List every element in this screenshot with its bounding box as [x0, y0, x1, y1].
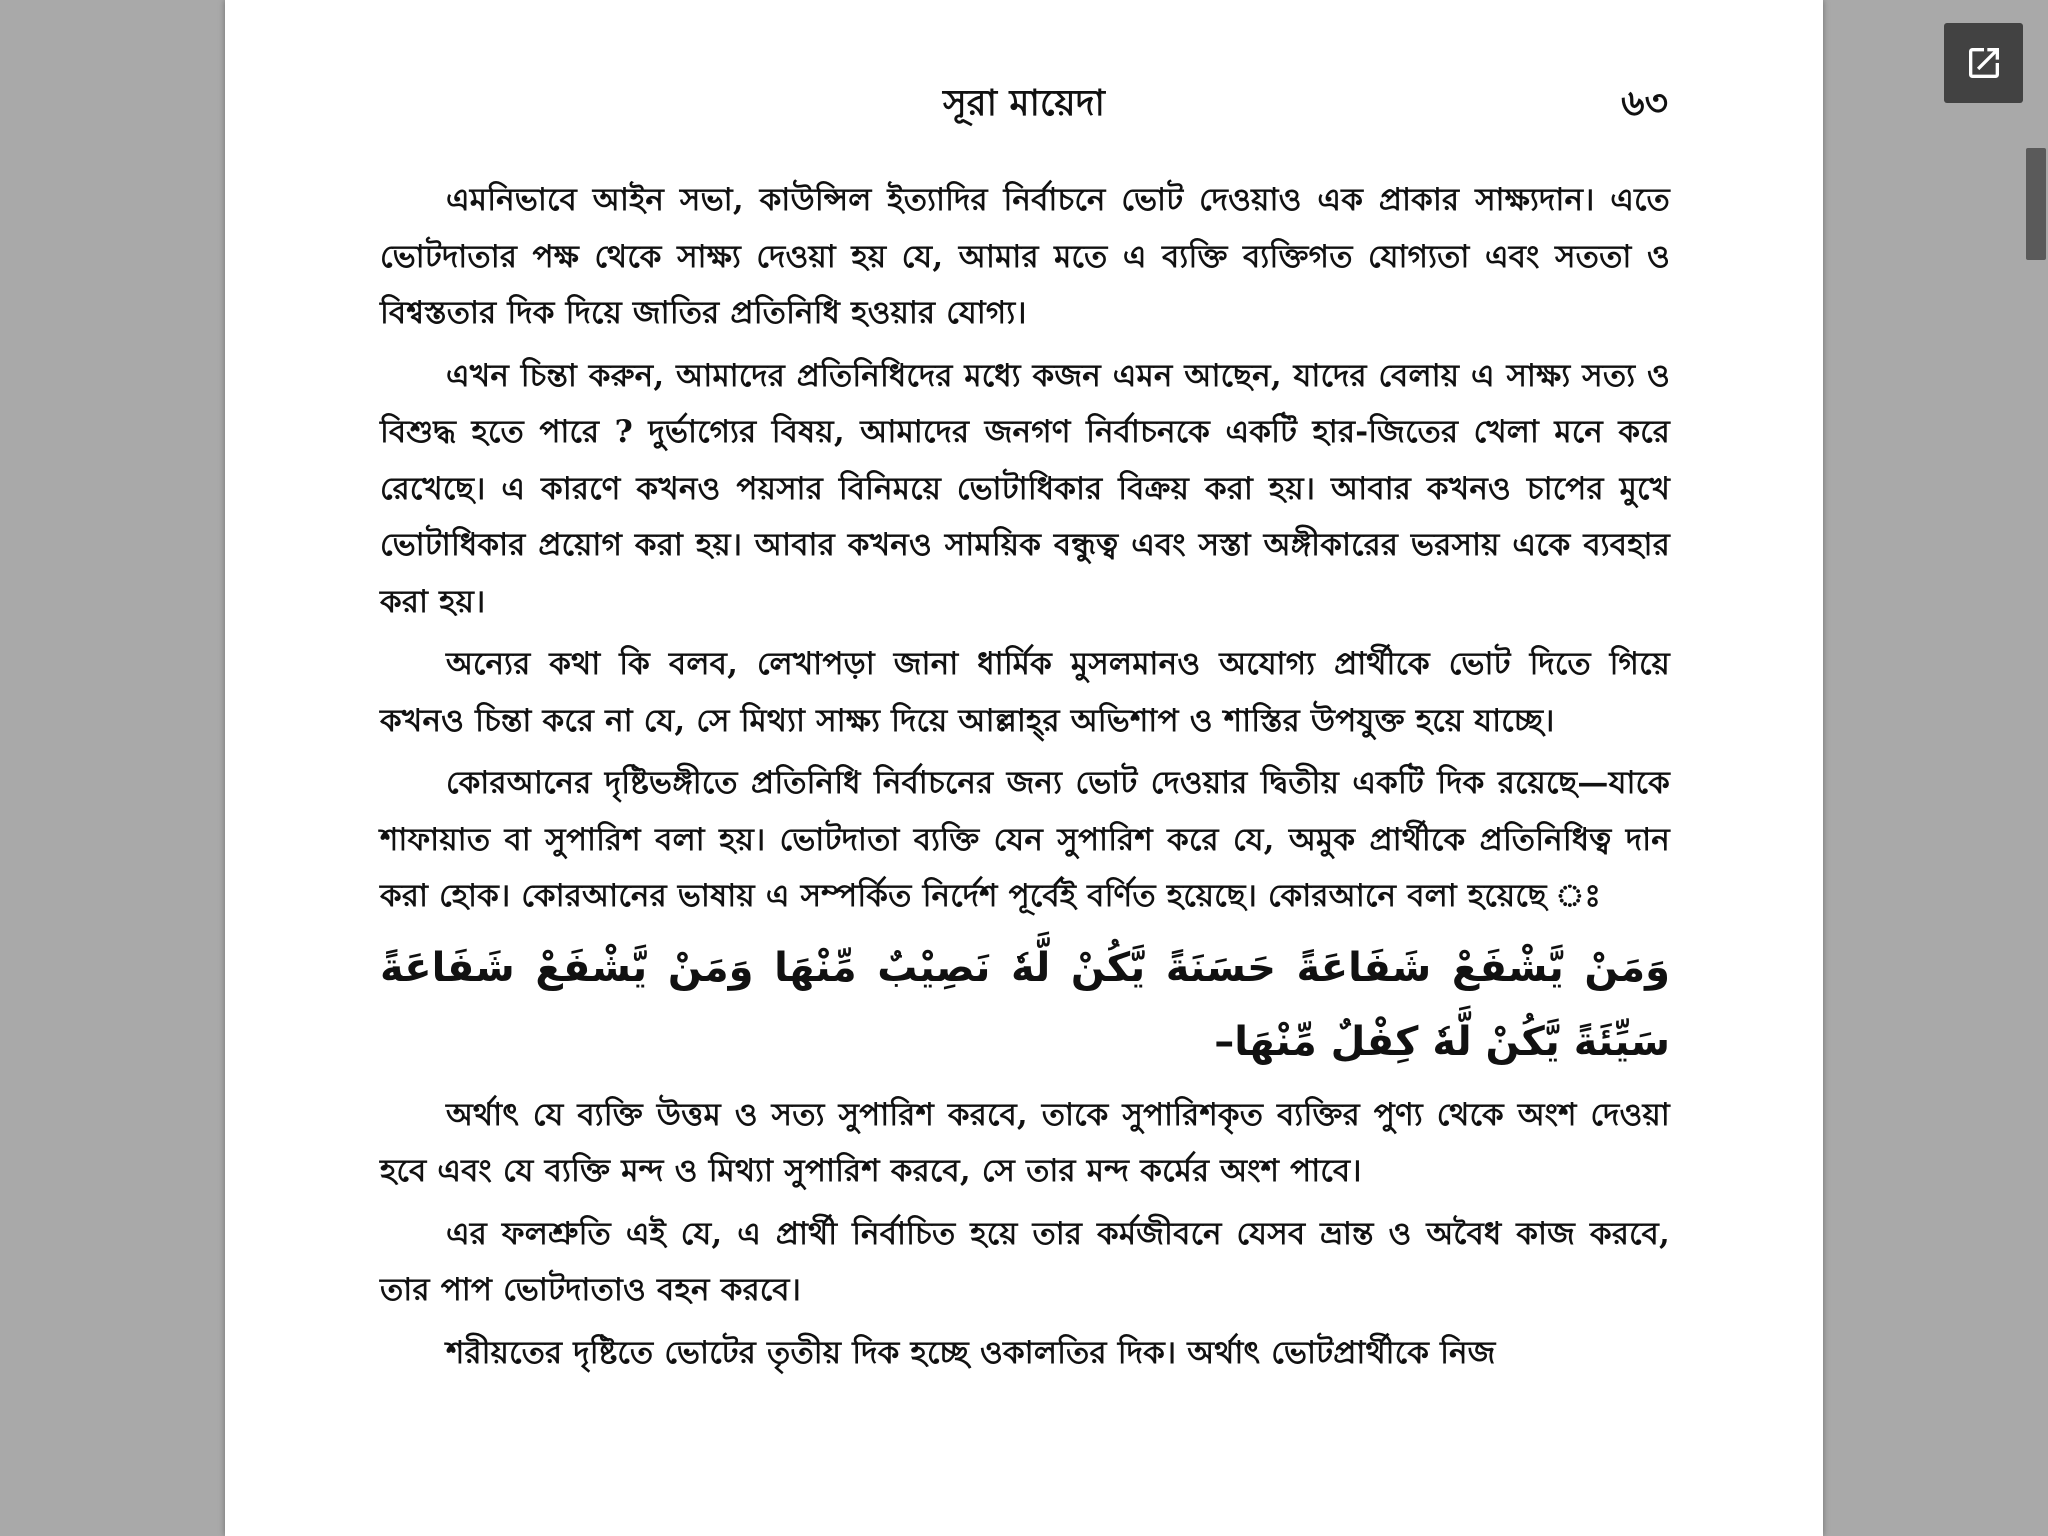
scrollbar[interactable]	[2024, 0, 2048, 1536]
paragraph: কোরআনের দৃষ্টিভঙ্গীতে প্রতিনিধি নির্বাচনের জন্য ভোট দেওয়ার দ্বিতীয় একটি দিক রয়েছে—যাকে শাফায়াত বা সুপারিশ বলা হয়। ভোটদাতা ব্যক্তি যেন সুপারিশ করে যে, অমুক প্রার্থীকে প্রতিনিধিত্ব দান করা হোক। কোরআনের ভাষায় এ সম্পর্কিত নির্দেশ পূর্বেই বর্ণিত হয়েছে। কোরআনে বলা হয়েছে ঃ	[380, 765, 1670, 914]
page-header	[225, 78, 1823, 138]
page-body	[380, 172, 1670, 1387]
paragraph: শরীয়তের দৃষ্টিতে ভোটের তৃতীয় দিক হচ্ছে ওকালতির দিক। অর্থাৎ ভোটপ্রার্থীকে নিজ	[446, 1334, 1496, 1371]
document-page	[225, 0, 1823, 1536]
paragraph: এর ফলশ্রুতি এই যে, এ প্রার্থী নির্বাচিত হয়ে তার কর্মজীবনে যেসব ভ্রান্ত ও অবৈধ কাজ করবে, তার পাপ ভোটদাতাও বহন করবে।	[380, 1215, 1670, 1308]
open-external-icon	[1964, 43, 2004, 83]
open-external-button[interactable]	[1944, 23, 2023, 103]
running-title: সূরা মায়েদা	[942, 82, 1105, 124]
paragraph: অন্যের কথা কি বলব, লেখাপড়া জানা ধার্মিক মুসলমানও অযোগ্য প্রার্থীকে ভোট দিতে গিয়ে কখনও চিন্তা করে না যে, সে মিথ্যা সাক্ষ্য দিয়ে আল্লাহ্‌র অভিশাপ ও শাস্তির উপযুক্ত হয়ে যাচ্ছে।	[380, 646, 1670, 739]
paragraph: অর্থাৎ যে ব্যক্তি উত্তম ও সত্য সুপারিশ করবে, তাকে সুপারিশকৃত ব্যক্তির পুণ্য থেকে অংশ দেওয়া হবে এবং যে ব্যক্তি মন্দ ও মিথ্যা সুপারিশ করবে, সে তার মন্দ কর্মের অংশ পাবে।	[380, 1096, 1670, 1189]
paragraph: এমনিভাবে আইন সভা, কাউন্সিল ইত্যাদির নির্বাচনে ভোট দেওয়াও এক প্রাকার সাক্ষ্যদান। এতে ভোটদাতার পক্ষ থেকে সাক্ষ্য দেওয়া হয় যে, আমার মতে এ ব্যক্তি ব্যক্তিগত যোগ্যতা এবং সততা ও বিশ্বস্ততার দিক দিয়ে জাতির প্রতিনিধি হওয়ার যোগ্য।	[380, 182, 1670, 331]
arabic-verse: وَمَنْ يَّشْفَعْ شَفَاعَةً حَسَنَةً يَّكُنْ لَّهٗ نَصِيْبٌ مِّنْهَا وَمَنْ يَّشْفَعْ شَفَاعَةً سَيِّئَةً يَّكُنْ لَّهٗ كِفْلٌ مِّنْهَا–	[380, 944, 1670, 1065]
paragraph: এখন চিন্তা করুন, আমাদের প্রতিনিধিদের মধ্যে কজন এমন আছেন, যাদের বেলায় এ সাক্ষ্য সত্য ও বিশুদ্ধ হতে পারে ? দুর্ভাগ্যের বিষয়, আমাদের জনগণ নির্বাচনকে একটি হার-জিতের খেলা মনে করে রেখেছে। এ কারণে কখনও পয়সার বিনিময়ে ভোটাধিকার বিক্রয় করা হয়। আবার কখনও চাপের মুখে ভোটাধিকার প্রয়োগ করা হয়। আবার কখনও সাময়িক বন্ধুত্ব এবং সস্তা অঙ্গীকারের ভরসায় একে ব্যবহার করা হয়।	[380, 357, 1670, 620]
page-number: ৬৩	[1621, 82, 1668, 124]
scrollbar-thumb[interactable]	[2026, 148, 2046, 260]
